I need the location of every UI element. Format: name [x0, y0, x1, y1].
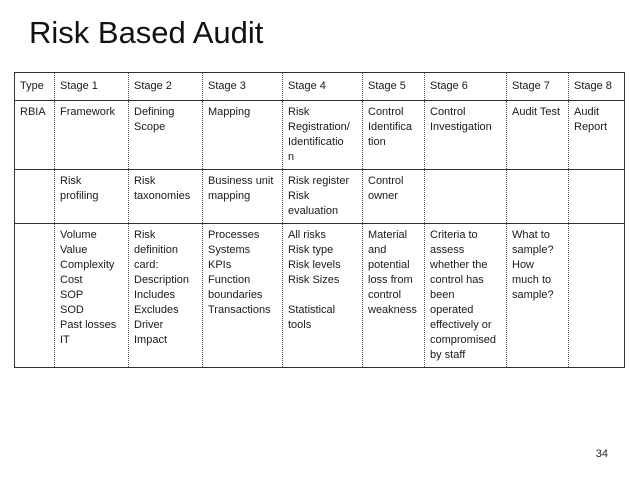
table-cell	[507, 101, 569, 170]
cell-text-line: assess	[430, 244, 465, 256]
table-cell	[283, 101, 363, 170]
cell-text-line: whether the	[430, 259, 488, 271]
cell-text-line: Transactions	[208, 304, 271, 316]
cell-text-line: Risk	[134, 229, 156, 241]
risk-audit-table	[14, 72, 625, 368]
cell-text-line: boundaries	[208, 289, 263, 301]
table-cell	[363, 101, 425, 170]
slide-title: Risk Based Audit	[29, 15, 264, 50]
cell-text-line: Risk Sizes	[288, 274, 340, 286]
cell-text-line: Value	[60, 244, 88, 256]
table-cell	[507, 224, 569, 368]
cell-text-line: Processes	[208, 229, 260, 241]
cell-text-line: Investigation	[430, 121, 492, 133]
table-row	[15, 170, 625, 224]
cell-text-line: IT	[60, 334, 70, 346]
cell-text-line: Includes	[134, 289, 175, 301]
table-cell	[55, 224, 129, 368]
cell-text-line: tools	[288, 319, 312, 331]
cell-text-line: Function	[208, 274, 251, 286]
table-cell	[425, 224, 507, 368]
header-cell: Type	[15, 73, 55, 101]
table-cell	[55, 170, 129, 224]
table-cell	[283, 170, 363, 224]
cell-text-line: operated	[430, 304, 474, 316]
cell-text-line: Control	[368, 175, 404, 187]
cell-text-line: Statistical	[288, 304, 336, 316]
cell-text-line: Scope	[134, 121, 166, 133]
table-cell	[363, 224, 425, 368]
table-cell	[363, 170, 425, 224]
table-cell	[507, 170, 569, 224]
header-cell: Stage 7	[507, 73, 569, 101]
cell-text-line: Complexity	[60, 259, 115, 271]
cell-text-line: Framework	[60, 106, 116, 118]
table-cell	[283, 224, 363, 368]
table-cell	[15, 170, 55, 224]
cell-text-line: n	[288, 151, 295, 163]
table-row	[15, 101, 625, 170]
cell-text-line: Mapping	[208, 106, 251, 118]
cell-text-line: card:	[134, 259, 159, 271]
header-cell: Stage 1	[55, 73, 129, 101]
cell-text-line: Report	[574, 121, 608, 133]
cell-text-line: Impact	[134, 334, 168, 346]
table-cell	[569, 224, 625, 368]
table-cell	[129, 101, 203, 170]
cell-text-line: Risk	[288, 106, 310, 118]
header-cell: Stage 6	[425, 73, 507, 101]
cell-text-line: Past losses	[60, 319, 117, 331]
cell-text-line: potential	[368, 259, 410, 271]
cell-text-line: Cost	[60, 274, 83, 286]
table-cell	[569, 170, 625, 224]
cell-text-line: Risk	[134, 175, 156, 187]
cell-text-line: Control	[368, 106, 404, 118]
cell-text-line: Material	[368, 229, 408, 241]
cell-text-line: mapping	[208, 190, 251, 202]
table-body	[15, 73, 625, 368]
cell-text-line: loss from	[368, 274, 413, 286]
cell-text-line: SOP	[60, 289, 84, 301]
cell-text-line: Description	[134, 274, 190, 286]
cell-text-line: KPIs	[208, 259, 232, 271]
table-cell	[15, 224, 55, 368]
cell-text-line	[288, 288, 357, 303]
cell-text-line: How	[512, 259, 535, 271]
table-cell	[569, 101, 625, 170]
cell-text-line: Driver	[134, 319, 164, 331]
cell-text-line: Registration/	[288, 121, 350, 133]
table-header-row	[15, 73, 625, 101]
cell-text-line: tion	[368, 136, 386, 148]
table-cell	[203, 101, 283, 170]
table-cell	[203, 224, 283, 368]
cell-text-line: SOD	[60, 304, 84, 316]
cell-text-line: owner	[368, 190, 398, 202]
cell-text-line: Audit	[574, 106, 600, 118]
cell-text-line: control	[368, 289, 402, 301]
cell-text-line: Risk	[288, 190, 310, 202]
cell-text-line: Volume	[60, 229, 97, 241]
table-cell	[425, 101, 507, 170]
cell-text-line: Audit Test	[512, 106, 561, 118]
cell-text-line: control has	[430, 274, 484, 286]
cell-text-line: effectively or	[430, 319, 492, 331]
cell-text-line: weakness	[368, 304, 417, 316]
cell-text-line: Control	[430, 106, 466, 118]
header-cell: Stage 8	[569, 73, 625, 101]
table-cell	[129, 170, 203, 224]
table-row	[15, 224, 625, 368]
header-cell: Stage 2	[129, 73, 203, 101]
cell-text-line: compromised	[430, 334, 497, 346]
cell-text-line: Excludes	[134, 304, 179, 316]
cell-text-line: sample?	[512, 244, 554, 256]
cell-text-line: What to	[512, 229, 550, 241]
header-cell: Stage 5	[363, 73, 425, 101]
cell-text-line: evaluation	[288, 205, 339, 217]
cell-text-line: Risk levels	[288, 259, 341, 271]
table-cell	[129, 224, 203, 368]
cell-text-line: Defining	[134, 106, 175, 118]
cell-text-line: Risk type	[288, 244, 334, 256]
cell-text-line: by staff	[430, 349, 466, 361]
table-cell	[55, 101, 129, 170]
cell-text-line: been	[430, 289, 455, 301]
page-number: 34	[595, 448, 608, 460]
cell-text-line: definition	[134, 244, 179, 256]
cell-text-line: profiling	[60, 190, 99, 202]
header-cell: Stage 4	[283, 73, 363, 101]
cell-text-line: All risks	[288, 229, 326, 241]
cell-text-line: Identificatio	[288, 136, 344, 148]
cell-text-line: RBIA	[20, 106, 46, 118]
table-cell	[425, 170, 507, 224]
cell-text-line: Identifica	[368, 121, 413, 133]
cell-text-line: Business unit	[208, 175, 274, 187]
cell-text-line: sample?	[512, 289, 554, 301]
cell-text-line: much to	[512, 274, 552, 286]
cell-text-line: Risk register	[288, 175, 350, 187]
header-cell: Stage 3	[203, 73, 283, 101]
table-cell	[15, 101, 55, 170]
cell-text-line: and	[368, 244, 387, 256]
cell-text-line: taxonomies	[134, 190, 191, 202]
cell-text-line: Risk	[60, 175, 82, 187]
cell-text-line: Criteria to	[430, 229, 478, 241]
table-cell	[203, 170, 283, 224]
cell-text-line: Systems	[208, 244, 251, 256]
